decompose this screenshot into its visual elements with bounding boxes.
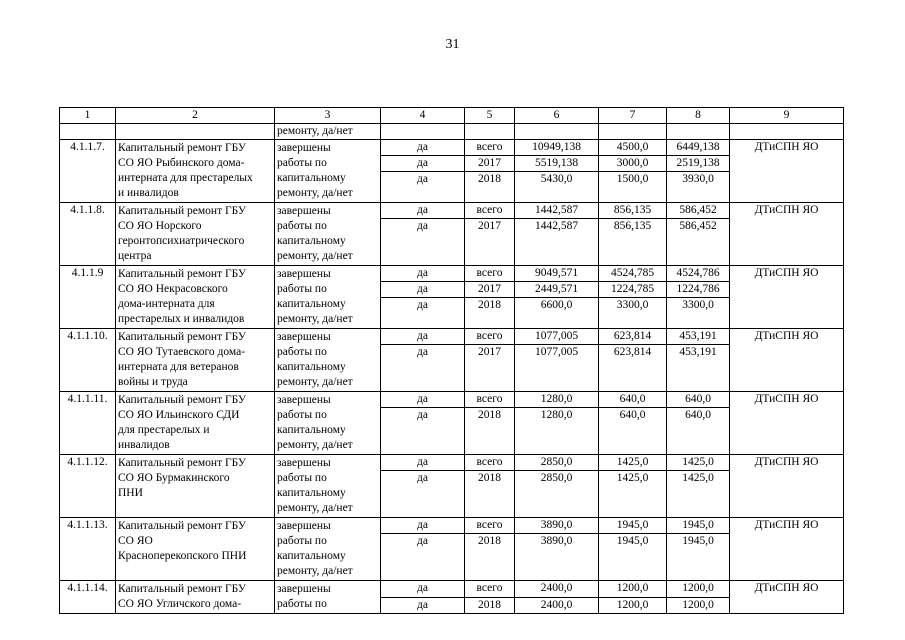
source1-cell: 856,135	[599, 203, 667, 219]
result-indicator-line: ремонту, да/нет	[277, 187, 353, 199]
measure-name-line: Капитальный ремонт ГБУ	[118, 331, 246, 343]
measure-name-line: и инвалидов	[118, 187, 179, 199]
measure-name-line: дома-интерната для	[118, 298, 215, 310]
measure-name-line: СО ЯО Рыбинского дома-	[118, 157, 245, 169]
measure-name-line: Капитальный ремонт ГБУ	[118, 583, 246, 595]
header-cell: 9	[730, 108, 844, 124]
source1-cell: 3000,0	[599, 156, 667, 172]
item-number: 4.1.1.9	[60, 266, 116, 329]
result-indicator-line: работы по	[277, 598, 327, 610]
source1-cell: 640,0	[599, 408, 667, 455]
flag-cell: да	[381, 298, 465, 329]
source2-cell: 1425,0	[667, 471, 730, 518]
table-row	[60, 581, 844, 598]
measure-name-line: Капитальный ремонт ГБУ	[118, 268, 246, 280]
measure-name-line: СО ЯО Угличского дома-	[118, 598, 242, 610]
header-cell: 1	[60, 108, 116, 124]
measure-name-line	[118, 564, 272, 579]
measure-name-line: Капитальный ремонт ГБУ	[118, 520, 246, 532]
empty-cell	[465, 124, 515, 140]
measure-name-line: Капитальный ремонт ГБУ	[118, 205, 246, 217]
year-cell: 2018	[465, 172, 515, 203]
result-indicator-line: завершены	[277, 331, 331, 343]
source2-cell: 1200,0	[667, 597, 730, 614]
result-indicator-line: завершены	[277, 457, 331, 469]
header-cell: 2	[116, 108, 275, 124]
flag-cell: да	[381, 282, 465, 298]
source1-cell: 1945,0	[599, 518, 667, 534]
flag-cell: да	[381, 203, 465, 219]
table-row	[60, 329, 844, 345]
header-cell: 8	[667, 108, 730, 124]
measure-name	[116, 581, 275, 614]
source1-cell: 4524,785	[599, 266, 667, 282]
year-cell: 2017	[465, 345, 515, 392]
total-cell: 10949,138	[515, 140, 599, 156]
source1-cell: 623,814	[599, 345, 667, 392]
source2-cell: 453,191	[667, 345, 730, 392]
flag-cell: да	[381, 534, 465, 581]
item-number: 4.1.1.8.	[60, 203, 116, 266]
total-cell: 1442,587	[515, 203, 599, 219]
result-indicator-line: капитальному	[277, 550, 346, 562]
source2-cell: 586,452	[667, 203, 730, 219]
table-row	[60, 140, 844, 156]
item-number: 4.1.1.13.	[60, 518, 116, 581]
flag-cell: да	[381, 140, 465, 156]
result-indicator	[275, 581, 381, 614]
empty-cell	[667, 124, 730, 140]
executor-cell: ДТиСПН ЯО	[730, 518, 844, 581]
year-cell: 2017	[465, 282, 515, 298]
flag-cell: да	[381, 219, 465, 266]
measure-name-line: интерната для ветеранов	[118, 361, 239, 373]
executor-cell: ДТиСПН ЯО	[730, 455, 844, 518]
year-cell: 2018	[465, 471, 515, 518]
result-cell: ремонту, да/нет	[275, 124, 381, 140]
result-indicator-line: капитальному	[277, 235, 346, 247]
measure-name-line: войны и труда	[118, 376, 188, 388]
measure-name-line: Капитальный ремонт ГБУ	[118, 457, 246, 469]
flag-cell: да	[381, 345, 465, 392]
measure-name-line: СО ЯО Ильинского СДИ	[118, 409, 240, 421]
result-indicator-line: завершены	[277, 142, 331, 154]
total-cell: 1280,0	[515, 392, 599, 408]
result-indicator-line: ремонту, да/нет	[277, 502, 353, 514]
total-cell: 3890,0	[515, 518, 599, 534]
source2-cell: 6449,138	[667, 140, 730, 156]
total-cell: 2449,571	[515, 282, 599, 298]
executor-cell: ДТиСПН ЯО	[730, 203, 844, 266]
table-row	[60, 518, 844, 534]
year-cell: всего	[465, 581, 515, 598]
result-indicator-line: ремонту, да/нет	[277, 439, 353, 451]
result-indicator-line: капитальному	[277, 298, 346, 310]
empty-cell	[381, 124, 465, 140]
flag-cell: да	[381, 518, 465, 534]
total-cell: 3890,0	[515, 534, 599, 581]
source2-cell: 2519,138	[667, 156, 730, 172]
measure-name-line: СО ЯО Тутаевского дома-	[118, 346, 246, 358]
total-cell: 9049,571	[515, 266, 599, 282]
measure-name	[116, 455, 275, 518]
measure-name-line: ПНИ	[118, 487, 143, 499]
year-cell: 2017	[465, 156, 515, 172]
source1-cell: 1425,0	[599, 455, 667, 471]
header-cell: 6	[515, 108, 599, 124]
total-cell: 2400,0	[515, 581, 599, 598]
result-indicator-line: капитальному	[277, 487, 346, 499]
flag-cell: да	[381, 266, 465, 282]
measure-name	[116, 329, 275, 392]
result-indicator-line: завершены	[277, 520, 331, 532]
flag-cell: да	[381, 597, 465, 614]
source1-cell: 640,0	[599, 392, 667, 408]
result-indicator-line: работы по	[277, 283, 327, 295]
measure-name-line: для престарелых и	[118, 424, 210, 436]
measures-table	[59, 107, 844, 614]
total-cell: 1077,005	[515, 345, 599, 392]
total-cell: 2400,0	[515, 597, 599, 614]
total-cell: 6600,0	[515, 298, 599, 329]
result-indicator-line: капитальному	[277, 172, 346, 184]
measure-name-line: СО ЯО Бурмакинского	[118, 472, 230, 484]
source1-cell: 3300,0	[599, 298, 667, 329]
result-indicator-line: работы по	[277, 472, 327, 484]
result-indicator-line: ремонту, да/нет	[277, 565, 353, 577]
source1-cell: 1945,0	[599, 534, 667, 581]
empty-cell	[599, 124, 667, 140]
result-indicator	[275, 518, 381, 581]
flag-cell: да	[381, 329, 465, 345]
source1-cell: 856,135	[599, 219, 667, 266]
header-cell: 5	[465, 108, 515, 124]
empty-cell	[60, 124, 116, 140]
total-cell: 2850,0	[515, 471, 599, 518]
source2-cell: 4524,786	[667, 266, 730, 282]
year-cell: всего	[465, 203, 515, 219]
measure-name-line: престарелых и инвалидов	[118, 313, 245, 325]
result-indicator	[275, 203, 381, 266]
flag-cell: да	[381, 581, 465, 598]
measure-name-line: Капитальный ремонт ГБУ	[118, 142, 246, 154]
empty-cell	[116, 124, 275, 140]
table-row	[60, 455, 844, 471]
year-cell: всего	[465, 518, 515, 534]
measure-name-line: центра	[118, 250, 152, 262]
source2-cell: 640,0	[667, 408, 730, 455]
measure-name-line: Красноперекопского ПНИ	[118, 550, 247, 562]
result-indicator	[275, 329, 381, 392]
measure-name	[116, 392, 275, 455]
header-cell: 4	[381, 108, 465, 124]
result-indicator-line: капитальному	[277, 361, 346, 373]
total-cell: 5519,138	[515, 156, 599, 172]
measure-name	[116, 518, 275, 581]
year-cell: 2018	[465, 298, 515, 329]
year-cell: всего	[465, 329, 515, 345]
empty-cell	[730, 124, 844, 140]
year-cell: всего	[465, 392, 515, 408]
measure-name-line	[118, 501, 272, 516]
flag-cell: да	[381, 471, 465, 518]
total-cell: 2850,0	[515, 455, 599, 471]
source1-cell: 1500,0	[599, 172, 667, 203]
item-number: 4.1.1.7.	[60, 140, 116, 203]
item-number: 4.1.1.10.	[60, 329, 116, 392]
result-indicator-line: завершены	[277, 583, 331, 595]
item-number: 4.1.1.14.	[60, 581, 116, 614]
header-row	[60, 108, 844, 124]
result-indicator-line: капитальному	[277, 424, 346, 436]
header-cell: 7	[599, 108, 667, 124]
source2-cell: 1425,0	[667, 455, 730, 471]
source1-cell: 1425,0	[599, 471, 667, 518]
source2-cell: 1200,0	[667, 581, 730, 598]
source2-cell: 586,452	[667, 219, 730, 266]
result-indicator-line: работы по	[277, 157, 327, 169]
year-cell: 2018	[465, 408, 515, 455]
source1-cell: 1224,785	[599, 282, 667, 298]
total-cell: 1280,0	[515, 408, 599, 455]
measure-name-line: Капитальный ремонт ГБУ	[118, 394, 246, 406]
measure-name	[116, 266, 275, 329]
result-indicator-line: ремонту, да/нет	[277, 313, 353, 325]
result-indicator	[275, 392, 381, 455]
flag-cell: да	[381, 172, 465, 203]
result-indicator-line: завершены	[277, 394, 331, 406]
result-indicator	[275, 140, 381, 203]
measure-name	[116, 203, 275, 266]
measure-name-line: СО ЯО	[118, 535, 153, 547]
source1-cell: 1200,0	[599, 581, 667, 598]
result-indicator-line: завершены	[277, 268, 331, 280]
source2-cell: 640,0	[667, 392, 730, 408]
source2-cell: 1224,786	[667, 282, 730, 298]
result-indicator-line: работы по	[277, 220, 327, 232]
total-cell: 5430,0	[515, 172, 599, 203]
result-indicator	[275, 455, 381, 518]
executor-cell: ДТиСПН ЯО	[730, 329, 844, 392]
table-row	[60, 392, 844, 408]
flag-cell: да	[381, 156, 465, 172]
measure-name-line: интерната для престарелых	[118, 172, 253, 184]
result-indicator-line: работы по	[277, 346, 327, 358]
result-indicator	[275, 266, 381, 329]
executor-cell: ДТиСПН ЯО	[730, 140, 844, 203]
source2-cell: 453,191	[667, 329, 730, 345]
year-cell: 2018	[465, 534, 515, 581]
year-cell: всего	[465, 140, 515, 156]
result-indicator-line: работы по	[277, 409, 327, 421]
year-cell: 2017	[465, 219, 515, 266]
flag-cell: да	[381, 455, 465, 471]
measure-name-line: СО ЯО Норского	[118, 220, 202, 232]
source2-cell: 3930,0	[667, 172, 730, 203]
source2-cell: 1945,0	[667, 518, 730, 534]
empty-cell	[515, 124, 599, 140]
item-number: 4.1.1.12.	[60, 455, 116, 518]
year-cell: всего	[465, 266, 515, 282]
item-number: 4.1.1.11.	[60, 392, 116, 455]
result-indicator-line: работы по	[277, 535, 327, 547]
year-cell: 2018	[465, 597, 515, 614]
result-indicator-line: ремонту, да/нет	[277, 376, 353, 388]
flag-cell: да	[381, 392, 465, 408]
year-cell: всего	[465, 455, 515, 471]
total-cell: 1077,005	[515, 329, 599, 345]
total-cell: 1442,587	[515, 219, 599, 266]
result-indicator-line: завершены	[277, 205, 331, 217]
measure-name-line: инвалидов	[118, 439, 170, 451]
table-row	[60, 266, 844, 282]
flag-cell: да	[381, 408, 465, 455]
measure-name-line: геронтопсихиатрического	[118, 235, 245, 247]
measure-name	[116, 140, 275, 203]
executor-cell: ДТиСПН ЯО	[730, 392, 844, 455]
page-number: 31	[445, 37, 460, 52]
source1-cell: 1200,0	[599, 597, 667, 614]
result-indicator-line: ремонту, да/нет	[277, 250, 353, 262]
executor-cell: ДТиСПН ЯО	[730, 266, 844, 329]
table-row	[60, 203, 844, 219]
source1-cell: 4500,0	[599, 140, 667, 156]
source2-cell: 3300,0	[667, 298, 730, 329]
continuation-row	[60, 124, 844, 140]
executor-cell: ДТиСПН ЯО	[730, 581, 844, 614]
measure-name-line: СО ЯО Некрасовского	[118, 283, 228, 295]
source2-cell: 1945,0	[667, 534, 730, 581]
header-cell: 3	[275, 108, 381, 124]
source1-cell: 623,814	[599, 329, 667, 345]
